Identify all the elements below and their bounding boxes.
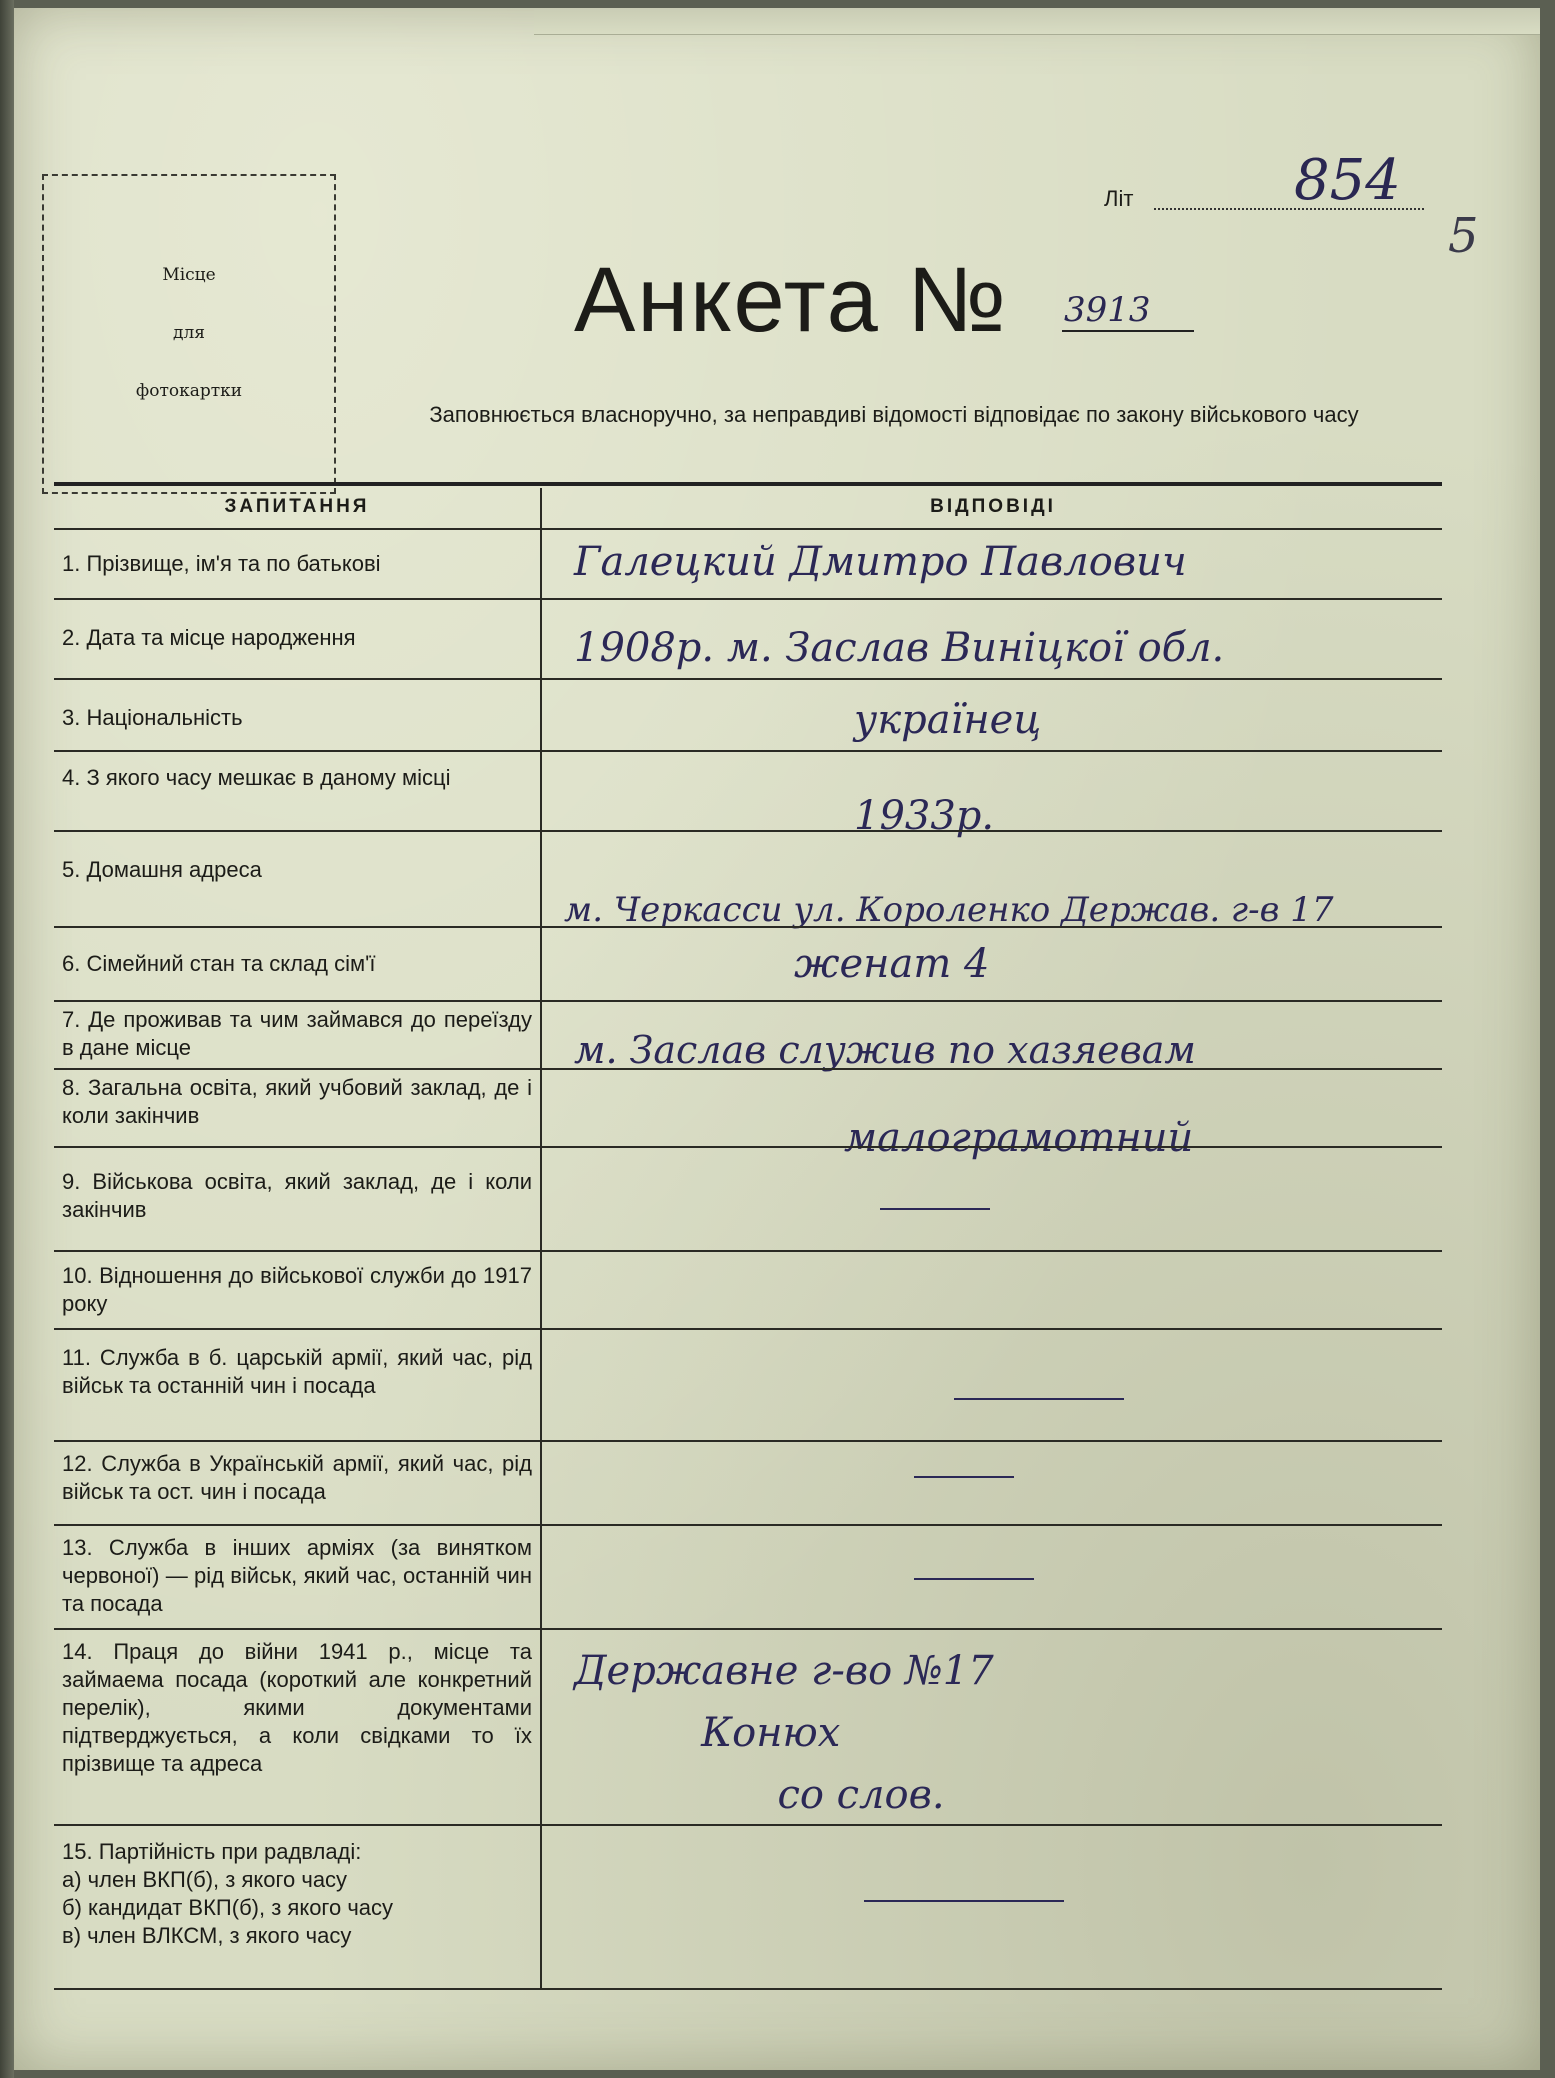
question-text: 5. Домашня адреса	[62, 857, 262, 882]
form-number-underline	[1062, 330, 1194, 332]
lit-label: Літ	[1104, 186, 1134, 211]
table-bottom-rule	[54, 1988, 1442, 1990]
question-text: 2. Дата та місце народження	[62, 625, 356, 650]
table-top-rule	[54, 482, 1442, 486]
question-text: 12. Служба в Українській армії, який час, рід військ та ост. чин і посада	[62, 1451, 532, 1504]
answer-text: малограмотний	[844, 1115, 1194, 1161]
photo-label-line1: Місце	[162, 265, 216, 285]
form-sheet	[14, 8, 1540, 2070]
question-text: 14. Праця до війни 1941 р., місце та займаема посада (короткий але конкретний перелік), якими документами підтверджується, а коли свідками то їх прізвище та адреса	[62, 1639, 532, 1776]
answer-dash	[864, 1900, 1064, 1902]
answer-text: м. Заслав служив по хазяевам	[574, 1028, 1196, 1072]
table-row	[54, 1068, 1442, 1161]
table-row	[54, 1824, 1442, 1990]
table-row	[54, 1328, 1442, 1442]
question-text: 4. З якого часу мешкає в даному місці	[62, 765, 451, 790]
answer-text: 1933р.	[854, 793, 995, 839]
photo-label-line3: фотокартки	[135, 381, 243, 401]
form-subtitle: Заповнюється власноручно, за неправдиві відомості відповідає по закону військового часу	[429, 402, 1359, 427]
table-row	[54, 1146, 1442, 1252]
answer-text: 1908р. м. Заслав Винiцкої обл.	[574, 625, 1225, 671]
answer-text: Галецкий Дмитро Павлович	[574, 539, 1187, 585]
table-row	[54, 750, 1442, 839]
corner-mark: 5	[1448, 208, 1479, 264]
photo-placeholder	[42, 174, 336, 494]
form-title: Анкета №	[574, 249, 1009, 351]
question-text: 9. Військова освіта, який заклад, де і коли закінчив	[62, 1169, 532, 1222]
binding-shadow	[0, 0, 14, 2078]
question-text: 13. Служба в інших арміях (за винятком червоної) — рід військ, який час, останній чин та посада	[62, 1535, 532, 1616]
answer-text: українец	[854, 697, 1042, 743]
question-text: 7. Де проживав та чим займався до переїзду в дане місце	[62, 1007, 532, 1060]
answer-text: женат 4	[794, 941, 990, 987]
answer-dash	[954, 1398, 1124, 1400]
table-row	[54, 528, 1442, 600]
question-text: 8. Загальна освіта, який учбовий заклад, де і коли закінчив	[62, 1075, 532, 1128]
header-answers: ВІДПОВІДІ	[930, 496, 1056, 517]
question-text: 1. Прізвище, ім'я та по батькові	[62, 551, 381, 576]
question-text: 11. Служба в б. царській армії, який час, рід військ та останній чин і посада	[62, 1345, 532, 1398]
question-text: 15. Партійність при радвладі: а) член ВКП(б), з якого часу б) кандидат ВКП(б), з якого часу в) член ВЛКСМ, з якого часу	[62, 1839, 394, 1948]
table-row	[54, 1628, 1442, 1826]
table-row	[54, 678, 1442, 752]
table-row	[54, 1524, 1442, 1630]
question-text: 3. Національність	[62, 705, 243, 730]
photo-label-line2: для	[173, 323, 205, 343]
table-row	[54, 1440, 1442, 1526]
question-text: 6. Сімейний стан та склад сім'ї	[62, 951, 376, 976]
answer-text: м. Черкасси ул. Короленко Держав. г-в 17	[564, 890, 1334, 930]
answer-text: Державне г-во №17 Конюх со слов.	[574, 1648, 994, 1818]
table-row	[54, 1250, 1442, 1330]
table-row	[54, 830, 1442, 928]
answer-dash	[880, 1208, 990, 1210]
answer-dash	[914, 1476, 1014, 1478]
sheet-number: 854	[1294, 148, 1401, 213]
form-number: 3913	[1064, 290, 1151, 330]
page-stack-edge	[534, 8, 1540, 35]
answer-dash	[914, 1578, 1034, 1580]
table-row	[54, 926, 1442, 1002]
table-row	[54, 598, 1442, 680]
question-text: 10. Відношення до військової служби до 1917 року	[62, 1263, 532, 1316]
table-row	[54, 1000, 1442, 1070]
header-questions: ЗАПИТАННЯ	[224, 496, 370, 517]
